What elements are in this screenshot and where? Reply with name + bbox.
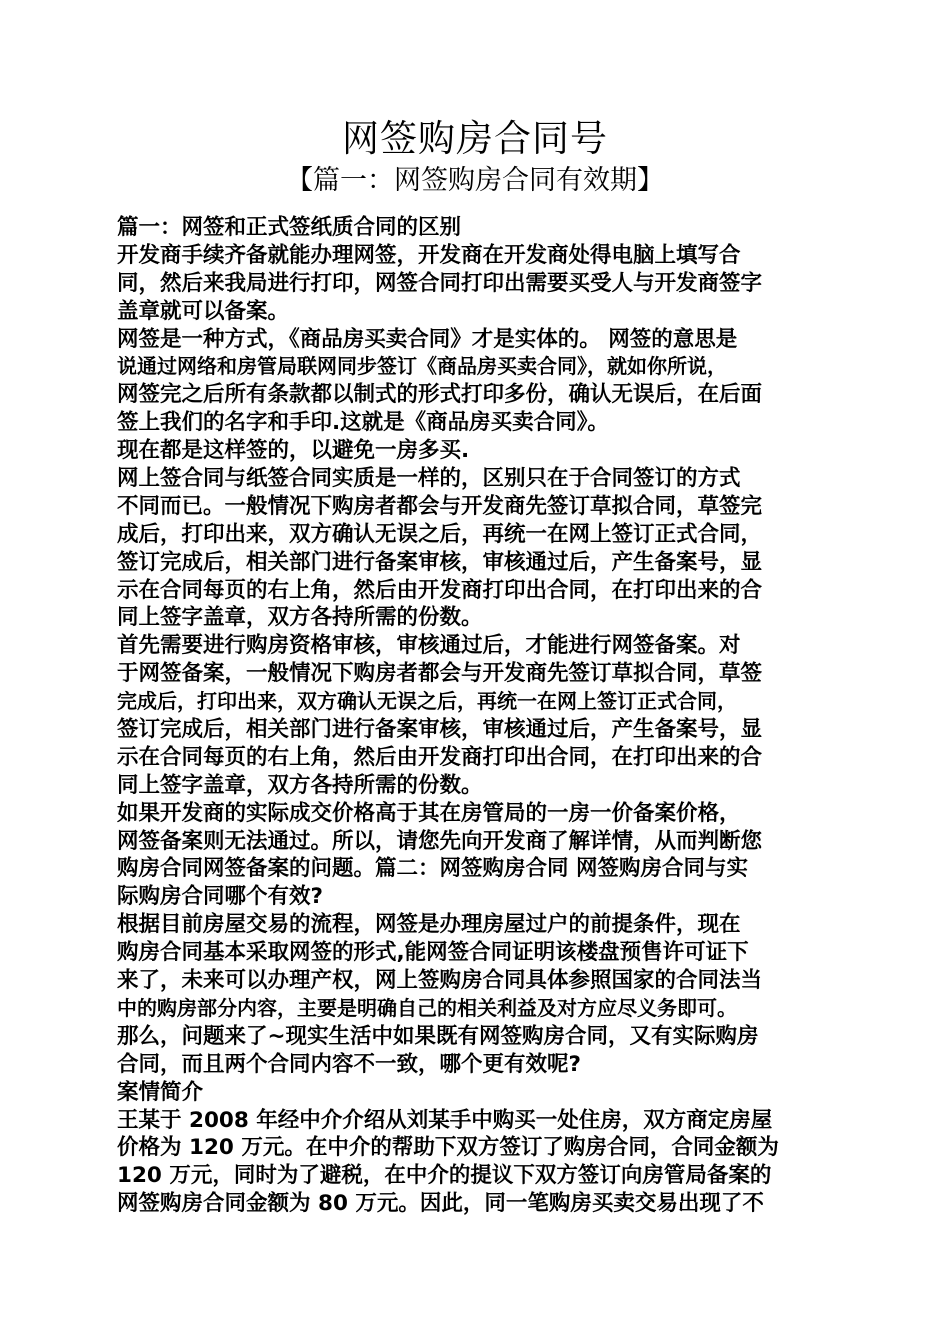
body-line: 网上签合同与纸签合同实质是一样的，区别只在于合同签订的方式 [117,466,741,492]
body-line: 完成后，打印出来，双方确认无误之后，再统一在网上签订正式合同， [117,689,737,714]
body-line: 于网签备案，一般情况下购房者都会与开发商先签订草拟合同，草签 [117,661,763,687]
document-title: 网签购房合同号 [342,117,608,160]
body-line: 网签是一种方式，《商品房买卖合同》才是实体的。 网签的意思是 [117,326,738,352]
body-line: 如果开发商的实际成交价格高于其在房管局的一房一价备案价格， [117,800,741,826]
body-line: 开发商手续齐备就能办理网签，开发商在开发商处得电脑上填写合 [117,242,741,268]
body-line: 篇一：网签和正式签纸质合同的区别 [117,215,462,240]
body-line: 购房合同基本采取网签的形式,能网签合同证明该楼盘预售许可证下 [117,940,749,966]
body-line: 说通过网络和房管局联网同步签订《商品房买卖合同》，就如你所说， [117,354,727,379]
body-line: 中的购房部分内容，主要是明确自己的相关利益及对方应尽义务即可。 [117,995,737,1020]
body-line: 王某于 2008 年经中介介绍从刘某手中购买一处住房，双方商定房屋 [117,1107,773,1133]
body-line: 际购房合同哪个有效? [117,884,323,910]
document-subtitle: 【篇一：网签购房合同有效期】 [286,165,664,196]
body-line: 盖章就可以备案。 [117,298,290,324]
body-line: 购房合同网签备案的问题。篇二：网签购房合同 网签购房合同与实 [117,856,748,882]
body-line: 签订完成后，相关部门进行备案审核，审核通过后，产生备案号，显 [117,717,763,743]
body-line: 案情简介 [117,1079,204,1105]
body-line: 合同，而且两个合同内容不一致，哪个更有效呢? [117,1051,581,1077]
body-line: 同上签字盖章，双方各持所需的份数。 [117,605,483,631]
document-body [117,214,852,1218]
body-line: 网签购房合同金额为 80 万元。因此，同一笔购房买卖交易出现了不 [117,1191,764,1217]
body-line: 同上签字盖章，双方各持所需的份数。 [117,772,483,798]
body-line: 网签备案则无法通过。所以，请您先向开发商了解详情，从而判断您 [117,828,763,854]
body-line: 示在合同每页的右上角，然后由开发商打印出合同，在打印出来的合 [117,577,763,603]
body-line: 签订完成后，相关部门进行备案审核，审核通过后，产生备案号，显 [117,549,763,575]
body-line: 同，然后来我局进行打印，网签合同打印出需要买受人与开发商签字 [117,270,763,296]
body-line: 签上我们的名字和手印.这就是《商品房买卖合同》。 [117,410,609,436]
body-line: 成后，打印出来，双方确认无误之后，再统一在网上签订正式合同， [117,521,763,547]
body-line: 不同而已。一般情况下购房者都会与开发商先签订草拟合同，草签完 [117,493,763,519]
body-line: 网签完之后所有条款都以制式的形式打印多份，确认无误后，在后面 [117,382,763,408]
body-line: 根据目前房屋交易的流程，网签是办理房屋过户的前提条件，现在 [117,912,741,938]
body-line: 那么，问题来了~现实生活中如果既有网签购房合同，又有实际购房 [117,1023,759,1049]
body-line: 现在都是这样签的，以避免一房多买. [117,438,470,464]
body-line: 来了，未来可以办理产权，网上签购房合同具体参照国家的合同法当 [117,968,763,994]
body-line: 120 万元，同时为了避税，在中介的提议下双方签订向房管局备案的 [117,1163,772,1189]
body-line: 首先需要进行购房资格审核，审核通过后，才能进行网签备案。对 [117,633,741,659]
body-line: 价格为 120 万元。在中介的帮助下双方签订了购房合同，合同金额为 [117,1135,779,1161]
body-line: 示在合同每页的右上角，然后由开发商打印出合同，在打印出来的合 [117,744,763,770]
